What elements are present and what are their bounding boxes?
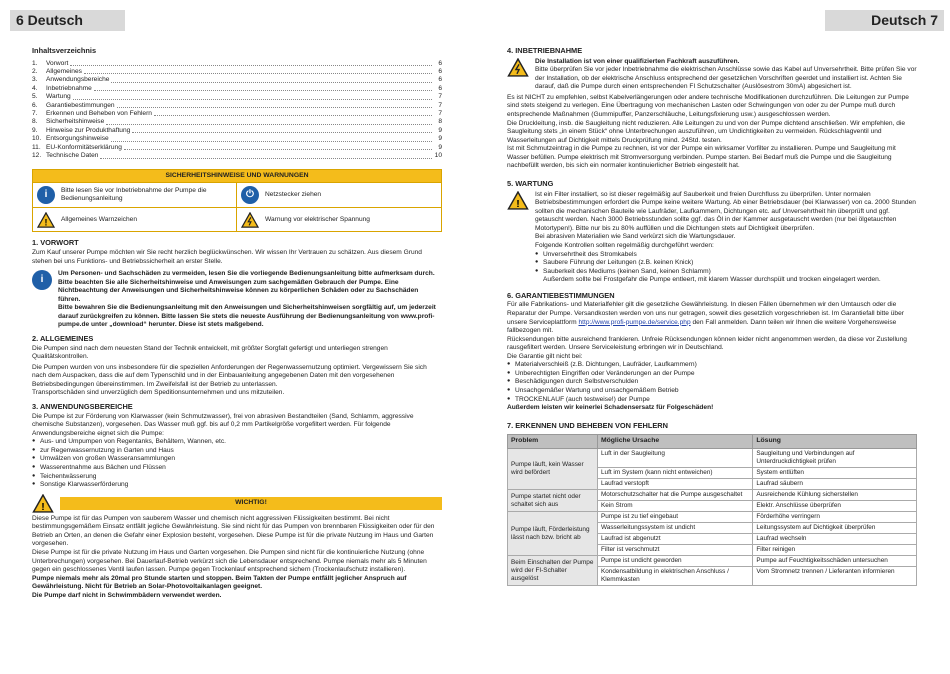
paragraph: Die Pumpe ist zur Förderung von Klarwasser (kein Schmutzwasser), frei von abrasiven Bestandteilen (Sand, Schlamm, aggressive chemische Substanzen), vorgesehen. Das Wasser muß ggf. bis auf 0,2 mm Partikelgröße vorgefiltert werden. Für folgende Anwendungsbereiche eignet sich die Pumpe: (32, 412, 414, 437)
read-manual-icon: i (37, 186, 55, 204)
paragraph: Rücksendungen bitte ausreichend frankieren. Unfreie Rücksendungen können leider nicht angenommen werden, da diese vor Zustellung rausgefiltert werden. Unsere Serviceleistung erbringen wir in Deutschland. (507, 335, 907, 352)
table-row (508, 512, 917, 523)
safety-title: SICHERHEITSHINWEISE UND WARNUNGEN (33, 170, 441, 183)
solution-cell: Filter reinigen (753, 545, 917, 556)
warning-icon (37, 212, 55, 228)
page-right (475, 0, 950, 674)
section-title: 4. INBETRIEBNAHME (507, 46, 583, 55)
list-item: ● Aus- und Umpumpen von Regentanks, Behältern, Wannen, etc. (32, 438, 442, 447)
cause-cell: Pumpe ist zu tief eingebaut (597, 512, 752, 523)
solution-cell: Förderhöhe verringern (753, 512, 917, 523)
list-item: ● Unsachgemäßer Wartung und unsachgemäßem Betrieb (507, 387, 917, 396)
safety-item: Warnung vor elektrischer Spannung (237, 207, 441, 231)
solution-cell: Laufrad säubern (753, 479, 917, 490)
problem-cell: Pumpe läuft, Förderleistung lässt nach bzw. bricht ab (508, 512, 598, 556)
svg-text:!: ! (41, 500, 45, 513)
list-item: ● Teichentwässerung (32, 473, 442, 482)
cause-cell: Luft im System (kann nicht entweichen) (597, 468, 752, 479)
toc-entry[interactable]: 2. Allgemeines 6 (32, 68, 442, 76)
toc-entry[interactable]: 10. Entsorgungshinweise 9 (32, 135, 442, 143)
page-header: 6 Deutsch (10, 10, 125, 31)
table-row (508, 490, 917, 501)
table-of-contents (32, 60, 442, 161)
toc-title: Inhaltsverzeichnis (32, 46, 97, 55)
troubleshooting-table (507, 434, 917, 586)
paragraph: Es ist NICHT zu empfehlen, selbst Kabelverlängerungen oder andere technische Modifikationen durchzuführen. Die Leitungen zur Pumpe sind stets steigend zu verlegen. Eine Übertragung von mechanischen Lasten oder Schwingungen von oder zu der Pumpe muß durch entsprechende Maßnahmen (Gummipuffer, Panzerschläuche, Leitungsfixierung usw.) ausgeschlossen werden. (507, 93, 909, 118)
solution-cell: Leitungssystem auf Dichtigkeit überprüfen (753, 523, 917, 534)
electric-warning-icon (507, 58, 529, 77)
paragraph: Die Pumpen sind nach dem neuesten Stand der Technik entwickelt, mit größter Sorgfalt gefertigt und unterliegen strengen Qualitätskontrollen. (32, 344, 388, 361)
section-title: 7. ERKENNEN UND BEHEBEN VON FEHLERN (507, 420, 668, 430)
solution-cell: Ausreichende Kühlung sicherstellen (753, 490, 917, 501)
toc-entry[interactable]: 9. Hinweise zur Produkthaftung 9 (32, 126, 442, 134)
solution-cell: Saugleitung und Verbindungen auf Unterdruckdichtigkeit prüfen (753, 449, 917, 468)
toc-entry[interactable]: 4. Inbetriebnahme 6 (32, 84, 442, 92)
list-item: ● TROCKENLAUF (auch testweise!) der Pumpe (507, 396, 917, 405)
table-header: Problem (508, 435, 598, 449)
list-item: ● Unversehrtheit des Stromkabels (535, 251, 917, 260)
toc-entry[interactable]: 12. Technische Daten 10 (32, 152, 442, 160)
list-item: ● Unberechtigten Eingriffen oder Veränderungen an der Pumpe (507, 370, 917, 379)
paragraph: Transportschäden sind unverzüglich dem Speditionsunternehmen und uns mitzuteilen. (32, 389, 285, 397)
list-item: ● Wasserentnahme aus Bächen und Flüssen (32, 464, 442, 473)
cause-cell: Kondensatbildung in elektrischen Anschluss / Klemmkasten (597, 567, 752, 586)
left-column (32, 46, 442, 600)
table-row (508, 449, 917, 468)
cause-cell: Filter ist verschmutzt (597, 545, 752, 556)
solution-cell: Vom Stromnetz trennen / Lieferanten informieren (753, 567, 917, 586)
safety-item: i Bitte lesen Sie vor Inbetriebnahme der Pumpe die Bedienungsanleitung (33, 182, 237, 207)
safety-item: ⏻ Netzstecker ziehen (237, 182, 441, 207)
problem-cell: Pumpe läuft, kein Wasser wird befördert (508, 449, 598, 490)
solution-cell: Laufrad wechseln (753, 534, 917, 545)
problem-cell: Beim Einschalten der Pumpe wird der FI-Schalter ausgelöst (508, 556, 598, 586)
cause-cell: Laufrad ist abgenutzt (597, 534, 752, 545)
toc-entry[interactable]: 11. EU-Konformitätserklärung 9 (32, 143, 442, 151)
section-title: 2. ALLGEMEINES (32, 334, 94, 344)
service-link[interactable]: http://www.profi-pumpe.de/service.php (578, 318, 691, 326)
page-header: Deutsch 7 (825, 10, 944, 31)
list-item: ● Sauberkeit des Mediums (keinen Sand, keinen Schlamm) (535, 268, 917, 277)
toc-entry[interactable]: 5. Wartung 7 (32, 93, 442, 101)
installation-warning: Die Installation ist von einer qualifizierten Fachkraft auszuführen. Bitte überprüfen Sie vor jeder Inbetriebnahme die elektrischen Anschlüsse sowie das Kabel auf Unversehrtheit. Bitte prüfen Sie vor der Installation, ob der elektrische Anschluss entsprechend der gesetzlichen Vorschriften geerdet und installiert ist. Achten Sie darauf, daß die Pumpe durch einen entsprechenden FI Schutzschalter (Auslösestrom 30mA) abgesichert ist. (507, 58, 917, 92)
paragraph: Zum Kauf unserer Pumpe möchten wir Sie recht herzlich beglückwünschen. Wir wissen Ihr Vertrauen zu schätzen. Aus diesem Grund stehen bei uns Funktions- und Betriebssicherheit an erster Stelle. (32, 248, 422, 265)
maintenance-note: ! Ist ein Filter installiert, so ist dieser regelmäßig auf Sauberkeit und freien Durchfluss zu überprüfen. Unter normalen Betriebsbestimmungen erfordert die Pumpe keine weitere Wartung. Ab einer Betriebsdauer (bei Klarwasser) von ca. 2000 Stunden sollten die mechanischen Bauteile wie Laufräder, Laufkammern, Dichtungen etc. auf Unversehrtheit hin überprüft und ggf. getauscht werden. Nach 3000 Betriebsstunden sollte ggf. das Öl in der Kammer ausgetauscht werden (nur bei ölgetauchten Motortypen!). Bitte nur bis zu 80% auffüllen und die Dichtungen stets auf Dichtigkeit überprüfen. Bei abrasiven Materialien wie Sand verkürzt sich die Wartungsdauer. Folgende Kontrollen sollten regelmäßig durchgeführt werden: ● Unversehrtheit des Stromkabels ● Saubere Führung der Leitungen (z.B. keinen Knick) ● Sauberkeit des Mediums (keinen Sand, keinen Schlamm) Außerdem sollte bei Frostgefahr die Pumpe entleert, mit klarem Wasser durchspült und trocken eingelagert werden. (507, 191, 917, 285)
toc-entry[interactable]: 7. Erkennen und Beheben von Fehlern 7 (32, 110, 442, 118)
electric-warning-icon (241, 212, 259, 228)
cause-cell: Luft in der Saugleitung (597, 449, 752, 468)
toc-entry[interactable]: 1. Vorwort 6 (32, 59, 442, 67)
bullet-list (507, 361, 917, 404)
solution-cell: System entlüften (753, 468, 917, 479)
svg-text:!: ! (516, 197, 520, 210)
section-title: 6. GARANTIEBESTIMMUNGEN (507, 290, 615, 300)
svg-text:!: ! (44, 217, 48, 228)
toc-entry[interactable]: 3. Anwendungsbereiche 6 (32, 76, 442, 84)
list-item: ● Sonstige Klarwasserförderung (32, 481, 442, 490)
list-item: ● Saubere Führung der Leitungen (z.B. keinen Knick) (535, 259, 917, 268)
cause-cell: Pumpe ist undicht geworden (597, 556, 752, 567)
toc-entry[interactable]: 8. Sicherheitshinweise 8 (32, 118, 442, 126)
right-column (507, 46, 917, 586)
paragraph: Außerdem leisten wir keinerlei Schadensersatz für Folgeschäden! (507, 404, 714, 412)
bullet-list (535, 251, 917, 277)
cause-cell: Motorschutzschalter hat die Pumpe ausgeschaltet (597, 490, 752, 501)
solution-cell: Pumpe auf Feuchtigkeitsschäden untersuchen (753, 556, 917, 567)
safety-item: ! Allgemeines Warnzeichen (33, 207, 237, 231)
paragraph: Für alle Fabrikations- und Materialfehler gilt die gesetzliche Gewährleistung. In diesen Fällen übernehmen wir den Umtausch oder die Reparatur der Pumpe. Versandkosten werden von uns nur getragen, soweit dies gesetzlich vorgeschrieben ist. Im Garantiefall bitte über unsere Serviceplattform http://www.profi-pumpe.de/service.php den Fall anmelden. Dann teilen wir Ihnen die weitere Vorgehensweise fallbezogen mit. (507, 301, 904, 335)
paragraph: Pumpe niemals mehr als 20mal pro Stunde starten und stoppen. Beim Takten der Pumpe entfällt jeglicher Anspruch auf Gewährleistung. Nicht für Betrieb an Solar-Photovoltaikanlagen geeignet. (32, 574, 407, 591)
read-manual-icon: i (32, 270, 52, 290)
manual-note: i Um Personen- und Sachschäden zu vermeiden, lesen Sie die vorliegende Bedienungsanleitung bitte aufmerksam durch. Bitte beachten Sie alle Sicherheitshinweise und Anweisungen zum sachgemäßen Gebrauch der Pumpe. Eine Nichtbeachtung der Anweisungen und Sicherheitshinweise können zu körperlichen Schäden oder zu Sachschäden führen. Bitte bewahren Sie die Bedienungsanleitung mit den Anweisungen und Sicherheitshinweisen sorgfältig auf, um jederzeit darauf zurückgreifen zu können. Bitte lassen Sie stets die neueste Ausführung der Bedienungsanleitung von www.profi-pumpe.de unter „download“ herunter. Diese ist stets maßgebend. (32, 270, 442, 330)
section-title: 3. ANWENDUNGSBEREICHE (32, 402, 133, 412)
paragraph: Die Garantie gilt nicht bei: (507, 352, 583, 360)
paragraph: Die Druckleitung, insb. die Saugleitung nicht reduzieren. Alle Leitungen zu und von der Pumpe dichtend anschließen. Wir empfehlen, die Saugleitung stets „in einem Stück“ ohne Unterbrechungen auszuführen, um Undichtigkeiten zu vermeiden. Rückschlagventil und Wasserleitungen auf Dichtigkeit mittels Druckprüfung mind. 24Std. testen. (507, 119, 906, 144)
paragraph: Die Pumpe darf nicht in Schwimmbädern verwendet werden. (32, 591, 222, 599)
cause-cell: Laufrad verstopft (597, 479, 752, 490)
table-row (508, 556, 917, 567)
list-item: ● Umwälzen von großen Wasseransammlungen (32, 455, 442, 464)
list-item: ● Materialverschleiß (z.B. Dichtungen, Laufräder, Laufkammern) (507, 361, 917, 370)
cause-cell: Wasserleitungssystem ist undicht (597, 523, 752, 534)
solution-cell: Elektr. Anschlüsse überprüfen (753, 501, 917, 512)
safety-box (32, 169, 442, 233)
toc-entry[interactable]: 6. Garantiebestimmungen 7 (32, 101, 442, 109)
table-header: Lösung (753, 435, 917, 449)
cause-cell: Kein Strom (597, 501, 752, 512)
unplug-icon: ⏻ (241, 186, 259, 204)
section-title: 1. VORWORT (32, 238, 79, 248)
table-header: Mögliche Ursache (597, 435, 752, 449)
list-item: ● Beschädigungen durch Selbstverschulden (507, 378, 917, 387)
list-item: ● zur Regenwassernutzung in Garten und Haus (32, 447, 442, 456)
important-label: WICHTIG! (60, 497, 442, 510)
problem-cell: Pumpe startet nicht oder schaltet sich aus (508, 490, 598, 512)
paragraph: Die Pumpen wurden von uns insbesondere für die speziellen Anforderungen der Regenwassernutzung optimiert. Vergewissern Sie sich nach dem Auspacken, dass die auf dem Typenschild und in der Einbauanleitung angegebenen Daten mit den vorgesehenen Betriebsbedingungen übereinstimmen. Im Zweifelsfall ist der Betrieb zu unterlassen. (32, 363, 427, 388)
paragraph: Diese Pumpe ist für die private Nutzung im Haus und Garten vorgesehen. Die Pumpen sind nicht für die kontinuierliche Nutzung (ohne Unterbrechungen) vorgesehen. Bei Dauerlauf-Betrieb verkürzt sich die Lebensdauer entsprechend. Pumpe niemals mehr als 5 Minuten gegen ein geschlossenes Ventil laufen lassen. Pumpe gegen Trockenlauf entsprechend sichern (Trockenlaufschutz installieren). (32, 548, 427, 574)
paragraph: Ist mit Schmutzeintrag in die Pumpe zu rechnen, ist vor der Pumpe ein wirksamer Vorfilter zu installieren. Pumpe und Saugleitung mit Wasser befüllen. Pumpe elektrisch mit Stromversorgung verbinden. Pumpe starten. Bei Bedarf muß die Pumpe und die Saugleitung nachbefüllt werden, bis sich ein normaler kontinuierlicher Betrieb eingestellt hat. (507, 145, 896, 170)
warning-icon (507, 191, 529, 210)
section-title: 5. WARTUNG (507, 178, 554, 188)
paragraph: Diese Pumpe ist für das Pumpen von sauberem Wasser und chemisch nicht aggressiven Flüssigkeiten bestimmt. Bei nicht bestimmungsgemäßem Einsatz entfällt jegliche Gewährleistung. Sie sind nicht für das Pumpen von brennbaren Flüssigkeiten oder für den Betrieb an Orten, an denen die Gefahr einer Explosion besteht, vorgesehen. Diese Pumpe ist für die private Nutzung im Haus und Garten vorgesehen. (32, 514, 435, 548)
warning-icon (32, 494, 54, 513)
important-banner (32, 494, 442, 513)
bullet-list (32, 438, 442, 489)
